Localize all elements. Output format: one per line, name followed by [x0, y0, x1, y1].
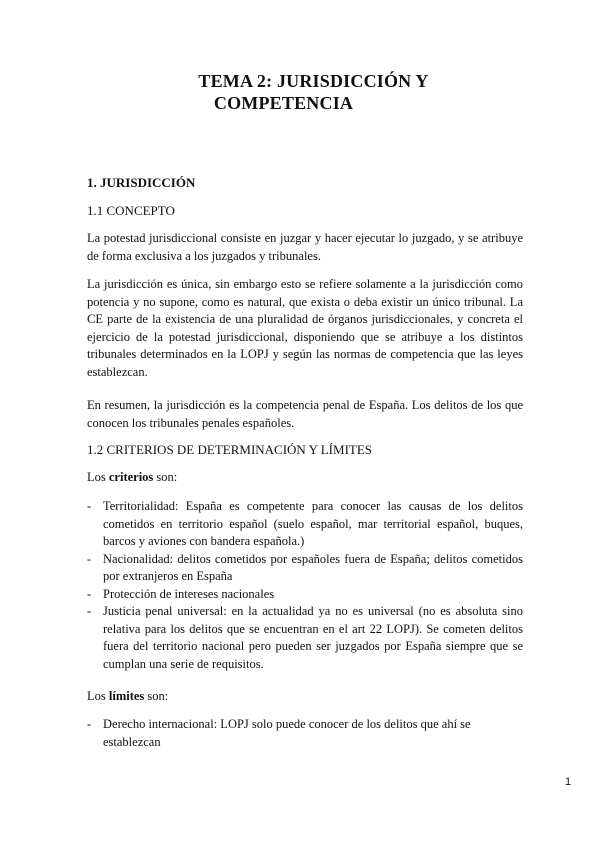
paragraph-1: La potestad jurisdiccional consiste en juzgar y hacer ejecutar lo juzgado, y se atribuye de forma exclusiva a los juzgados y tribunales.	[87, 231, 523, 263]
subsection-criterios: 1.2 CRITERIOS DE DETERMINACIÓN Y LÍMITES	[87, 442, 373, 457]
section-heading: 1. JURISDICCIÓN	[87, 175, 196, 190]
page-number: 1	[565, 776, 572, 788]
dash-bullet: -	[87, 717, 92, 731]
title-line-2: COMPETENCIA	[213, 93, 354, 113]
dash-bullet: -	[87, 604, 92, 618]
dash-bullet: -	[87, 586, 92, 601]
criterios-prefix: Los	[87, 470, 109, 484]
list-item	[87, 586, 523, 604]
title-line-1: TEMA 2: JURISDICCIÓN Y	[198, 71, 429, 91]
paragraph-2: La jurisdicción es única, sin embargo esto se refiere solamente a la jurisdicción como potencia y no supone, como es natural, que exista o deba existir un único tribunal. La CE parte de la existencia de una pluralidad de órganos jurisdiccionales, y concreta el ejercicio de la potestad jurisdiccional, disponiendo que se atribuye a los distintos tribunales determinados en la LOPJ y según las normas de competencia que las leyes establezcan.	[87, 277, 523, 379]
criterios-suffix: son:	[153, 470, 178, 484]
dash-bullet: -	[87, 499, 92, 513]
paragraph-3: En resumen, la jurisdicción es la competencia penal de España. Los delitos de los que conocen los tribunales penales españoles.	[87, 398, 523, 430]
limites-prefix: Los	[87, 689, 109, 703]
list-item	[87, 498, 523, 551]
limite-text: Derecho internacional: LOPJ solo puede conocer de los delitos que ahí se establezcan	[103, 717, 471, 749]
limites-list	[87, 716, 487, 751]
criterios-list	[87, 498, 523, 673]
list-item	[87, 551, 523, 586]
subsection-concepto: 1.1 CONCEPTO	[87, 203, 175, 218]
limites-bold: límites	[108, 689, 145, 703]
criterio-text: Protección de intereses nacionales	[103, 586, 275, 601]
dash-bullet: -	[87, 551, 92, 566]
criterio-text: Territorialidad: España es competente para conocer las causas de los delitos cometidos en territorio español (suelo español, mar territorial español, buques, barcos y aviones con bandera española.)	[103, 499, 523, 548]
criterio-text: Nacionalidad: delitos cometidos por españoles fuera de España; delitos cometidos por extranjeros en España	[103, 551, 523, 583]
criterios-bold: criterios	[108, 470, 154, 484]
list-item	[87, 716, 487, 751]
list-item	[87, 603, 523, 673]
criterio-text: Justicia penal universal: en la actualidad ya no es universal (no es absoluta sino relativa para los delitos que se encuentran en el art 22 LOPJ). Se cometen delitos fuera del territorio nacional pero pueden ser juzgados por España siempre que se cumplan una serie de requisitos.	[103, 604, 523, 671]
criterios-intro	[87, 469, 523, 487]
limites-intro	[87, 688, 523, 706]
limites-suffix: son:	[144, 689, 169, 703]
